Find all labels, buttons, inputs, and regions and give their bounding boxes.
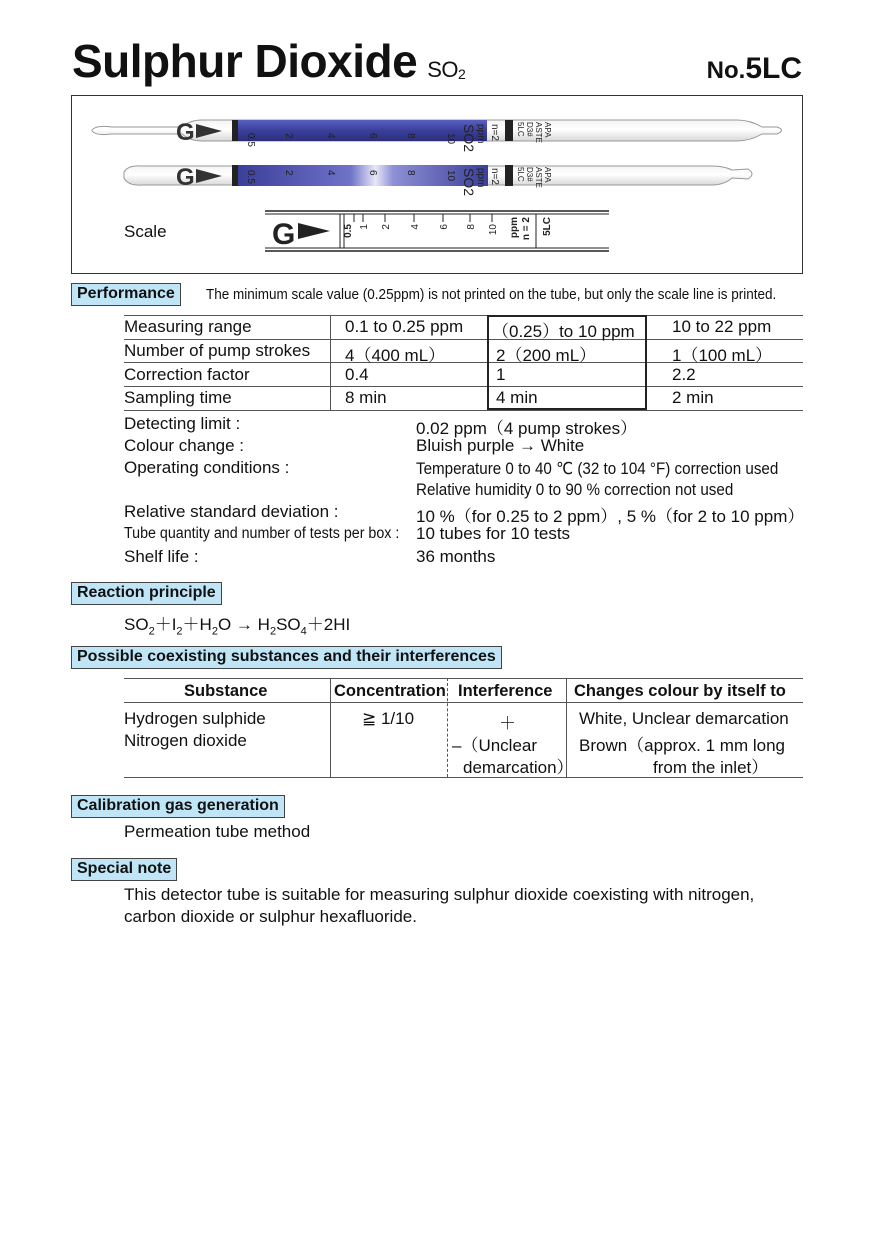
tube2-label-ppm: ppm xyxy=(475,168,486,188)
reaction-equation xyxy=(124,610,350,637)
tube1-side-0: 5LC xyxy=(516,122,525,137)
tube1-label-n: n=2 xyxy=(489,124,500,141)
eq-h: H xyxy=(257,615,270,634)
interference-negative-cont: demarcation） xyxy=(463,758,574,777)
row-cell: 4（400 mL） xyxy=(345,346,446,365)
colour-nitrogen-dioxide: Brown（approx. 1 mm long xyxy=(579,736,785,755)
scale-mark-6: 6 xyxy=(439,224,450,230)
tube1-mark-10: 10 xyxy=(445,133,456,145)
scale-mark-10: 10 xyxy=(488,224,499,236)
row-cell: 10 to 22 ppm xyxy=(672,317,772,336)
shelf-life-label: Shelf life : xyxy=(124,547,199,566)
tube-quantity-label: Tube quantity and number of tests per box : xyxy=(124,525,400,542)
shelf-life-value: 36 months xyxy=(416,547,496,566)
colour-hydrogen-sulphide: White, Unclear demarcation xyxy=(579,709,789,728)
col-substance: Substance xyxy=(184,682,268,700)
tube2-mark-6: 6 xyxy=(367,170,378,176)
table-row xyxy=(124,386,803,409)
eq-plus: ＋ xyxy=(182,615,200,634)
row-label: Correction factor xyxy=(124,365,250,384)
scale-mark-2: 2 xyxy=(381,224,392,230)
eq-i: I xyxy=(171,615,177,634)
formula-main: SO xyxy=(427,57,458,82)
model-number xyxy=(707,52,802,86)
tube2-mark-0: 0.5 xyxy=(245,170,256,184)
svg-text:G: G xyxy=(272,218,296,251)
page-title xyxy=(72,34,465,88)
eq-o: O xyxy=(217,615,232,634)
eq-so4-sub: 4 xyxy=(300,625,307,638)
eq-plus: ＋ xyxy=(306,615,324,634)
tube2-side-2: ASTE xyxy=(534,167,543,188)
col-concentration: Concentration xyxy=(334,682,446,700)
row-label: Number of pump strokes xyxy=(124,341,311,360)
svg-text:G: G xyxy=(176,164,195,191)
tube1-label-ppm: ppm xyxy=(475,124,486,144)
eq-plus: ＋ xyxy=(154,615,172,634)
title-text: Sulphur Dioxide xyxy=(72,35,418,87)
concentration-value: ≧ 1/10 xyxy=(362,709,415,728)
substance-hydrogen-sulphide: Hydrogen sulphide xyxy=(124,709,266,728)
operating-humidity: Relative humidity 0 to 90 % correction not used xyxy=(416,481,734,499)
interference-table xyxy=(124,678,803,778)
tube2-mark-8: 8 xyxy=(405,170,416,176)
rsd-label: Relative standard deviation : xyxy=(124,502,339,521)
interference-negative: –（Unclear xyxy=(452,736,538,755)
colour-change-label: Colour change : xyxy=(124,436,245,455)
scale-mark-8: 8 xyxy=(466,224,477,230)
svg-text:G: G xyxy=(176,119,195,146)
eq-so: SO xyxy=(124,615,149,634)
tube-quantity-value: 10 tubes for 10 tests xyxy=(416,524,571,543)
colour-change-value: Bluish purple → White xyxy=(416,436,585,455)
row-cell: 1 xyxy=(496,365,506,384)
tube2-mark-4: 4 xyxy=(325,170,336,176)
section-reaction-principle: Reaction principle xyxy=(71,582,222,605)
scale-mark-0-5: 0.5 xyxy=(343,224,354,238)
col-interference: Interference xyxy=(458,682,553,700)
tube2-mark-10: 10 xyxy=(445,170,456,182)
performance-note: The minimum scale value (0.25ppm) is not printed on the tube, but only the scale line is printed. xyxy=(206,286,777,303)
tube-unused xyxy=(92,119,782,146)
row-cell: 2（200 mL） xyxy=(496,346,597,365)
tube1-mark-8: 8 xyxy=(405,133,416,139)
scale-unit: ppm xyxy=(509,217,520,239)
row-cell: 2 min xyxy=(672,388,714,407)
tube2-label-so2: SO2 xyxy=(461,168,477,197)
tube1-side-2: ASTE xyxy=(534,122,543,143)
tube1-mark-4: 4 xyxy=(325,133,336,139)
row-cell: 0.4 xyxy=(345,365,369,384)
formula-sub: 2 xyxy=(457,66,466,82)
model-prefix: No. xyxy=(706,57,746,84)
tube1-side-3: APA xyxy=(543,122,552,138)
scale-mark-1: 1 xyxy=(359,224,370,230)
row-cell: （0.25）to 10 ppm xyxy=(492,322,635,341)
special-note-line-1: This detector tube is suitable for measuring sulphur dioxide coexisting with nitrogen, xyxy=(124,885,755,904)
tube-used xyxy=(124,164,752,191)
scale-mark-4: 4 xyxy=(410,224,421,230)
eq-h-sub: 2 xyxy=(211,625,218,638)
tube1-mark-6: 6 xyxy=(367,133,378,139)
tube2-side-3: APA xyxy=(543,167,552,183)
eq-i-sub: 2 xyxy=(176,625,183,638)
operating-conditions-label: Operating conditions : xyxy=(124,458,290,477)
interference-positive: ＋ xyxy=(499,714,516,733)
detecting-limit-value: 0.02 ppm（4 pump strokes） xyxy=(416,419,638,438)
row-cell: 2.2 xyxy=(672,365,696,384)
operating-temperature: Temperature 0 to 40 ℃ (32 to 104 °F) correction used xyxy=(416,460,779,478)
tube2-label-n: n=2 xyxy=(489,168,500,185)
section-special-note: Special note xyxy=(71,858,177,881)
row-cell: 0.1 to 0.25 ppm xyxy=(345,317,464,336)
scale-strokes: n = 2 xyxy=(521,217,532,241)
tube2-mark-2: 2 xyxy=(283,170,294,176)
section-coexisting-substances: Possible coexisting substances and their interferences xyxy=(71,646,502,669)
col-colour-change: Changes colour by itself to xyxy=(574,682,786,700)
row-cell: 8 min xyxy=(345,388,387,407)
tube1-side-1: D3# xyxy=(525,122,534,137)
tube2-side-1: D3# xyxy=(525,167,534,182)
tube-illustration xyxy=(72,96,802,273)
tube1-mark-0: 0.5 xyxy=(245,133,256,147)
eq-arrow: → xyxy=(235,615,253,634)
row-label: Sampling time xyxy=(124,388,232,407)
substance-nitrogen-dioxide: Nitrogen dioxide xyxy=(124,731,247,750)
scale-diagram xyxy=(265,211,609,251)
scale-label: Scale xyxy=(124,222,167,241)
scale-code: 5LC xyxy=(542,217,553,236)
eq-so4: SO xyxy=(276,615,301,634)
table-row xyxy=(124,315,803,341)
performance-table xyxy=(124,315,803,410)
table-row xyxy=(124,363,803,386)
eq-h-sub: 2 xyxy=(269,625,277,638)
calibration-method: Permeation tube method xyxy=(124,822,311,841)
row-label: Measuring range xyxy=(124,317,252,336)
tube2-side-0: 5LC xyxy=(516,167,525,182)
row-cell: 1（100 mL） xyxy=(672,346,773,365)
row-cell: 4 min xyxy=(496,388,538,407)
section-performance: Performance xyxy=(71,283,181,306)
title-formula xyxy=(427,57,465,82)
eq-hi: 2HI xyxy=(323,615,351,634)
tube1-mark-2: 2 xyxy=(283,133,294,139)
detecting-limit-label: Detecting limit : xyxy=(124,414,241,433)
special-note-line-2: carbon dioxide or sulphur hexafluoride. xyxy=(124,907,417,926)
section-calibration: Calibration gas generation xyxy=(71,795,285,818)
colour-nitrogen-dioxide-cont: from the inlet） xyxy=(653,758,769,777)
rsd-value: 10 %（for 0.25 to 2 ppm）, 5 %（for 2 to 10 ppm） xyxy=(416,507,805,526)
eq-h: H xyxy=(199,615,212,634)
tube1-label-so2: SO2 xyxy=(461,124,477,153)
model-code: 5LC xyxy=(745,52,802,85)
eq-so-sub: 2 xyxy=(148,625,155,638)
tube-figure xyxy=(71,95,803,274)
table-row xyxy=(124,339,803,365)
